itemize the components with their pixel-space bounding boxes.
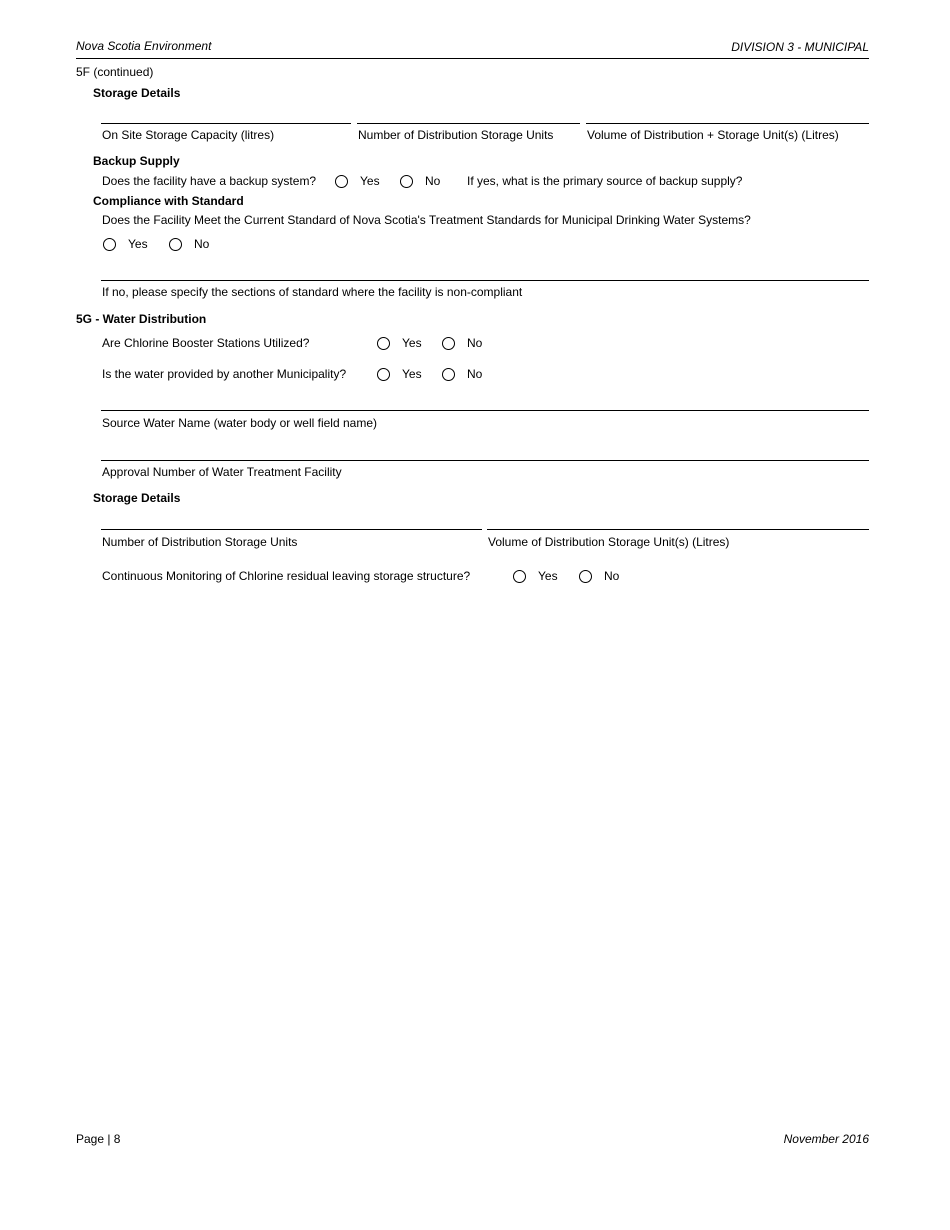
chlorine-booster-question: Are Chlorine Booster Stations Utilized? — [102, 336, 310, 350]
chlorine-booster-no-label: No — [467, 336, 483, 350]
chlorine-monitoring-no-radio[interactable] — [579, 570, 592, 583]
approval-number-label: Approval Number of Water Treatment Facility — [102, 465, 342, 479]
field-rule — [101, 280, 869, 281]
volume-distribution-storage-label: Volume of Distribution + Storage Unit(s) (Litres) — [587, 128, 839, 142]
header-org: Nova Scotia Environment — [76, 39, 212, 53]
other-municipality-no-label: No — [467, 367, 483, 381]
header-division: DIVISION 3 - MUNICIPAL — [731, 40, 869, 54]
compliance-no-label: No — [194, 237, 210, 251]
chlorine-monitoring-yes-label: Yes — [538, 569, 558, 583]
chlorine-monitoring-question: Continuous Monitoring of Chlorine residual leaving storage structure? — [102, 569, 471, 583]
volume-distribution-storage-5g-field[interactable] — [487, 507, 869, 529]
chlorine-monitoring-yes-radio[interactable] — [513, 570, 526, 583]
backup-source-question: If yes, what is the primary source of backup supply? — [467, 174, 743, 188]
backup-no-radio[interactable] — [400, 175, 413, 188]
header-rule — [76, 58, 869, 59]
backup-no-label: No — [425, 174, 441, 188]
field-rule — [101, 123, 351, 124]
compliance-yes-label: Yes — [128, 237, 148, 251]
backup-system-question: Does the facility have a backup system? — [102, 174, 317, 188]
field-rule — [101, 460, 869, 461]
backup-supply-heading: Backup Supply — [93, 154, 180, 168]
on-site-storage-capacity-label: On Site Storage Capacity (litres) — [102, 128, 275, 142]
chlorine-monitoring-no-label: No — [604, 569, 620, 583]
compliance-yes-radio[interactable] — [103, 238, 116, 251]
backup-yes-label: Yes — [360, 174, 380, 188]
field-rule — [357, 123, 580, 124]
other-municipality-no-radio[interactable] — [442, 368, 455, 381]
source-water-name-field[interactable] — [101, 388, 869, 410]
field-rule — [487, 529, 869, 530]
compliance-question: Does the Facility Meet the Current Standard of Nova Scotia's Treatment Standards for Municipal Drinking Water Systems? — [102, 213, 751, 227]
volume-distribution-storage-5g-label: Volume of Distribution Storage Unit(s) (Litres) — [488, 535, 730, 549]
compliance-heading: Compliance with Standard — [93, 194, 244, 208]
approval-number-field[interactable] — [101, 438, 869, 460]
distribution-storage-units-field[interactable] — [357, 101, 580, 123]
source-water-name-label: Source Water Name (water body or well field name) — [102, 416, 377, 430]
non-compliance-label: If no, please specify the sections of standard where the facility is non-compliant — [102, 285, 523, 299]
other-municipality-yes-label: Yes — [402, 367, 422, 381]
on-site-storage-capacity-field[interactable] — [101, 101, 351, 123]
distribution-storage-units-5g-label: Number of Distribution Storage Units — [102, 535, 298, 549]
section-5g-heading: 5G - Water Distribution — [76, 312, 207, 326]
distribution-storage-units-5g-field[interactable] — [101, 507, 482, 529]
page-number: Page | 8 — [76, 1132, 121, 1146]
chlorine-booster-yes-radio[interactable] — [377, 337, 390, 350]
chlorine-booster-no-radio[interactable] — [442, 337, 455, 350]
distribution-storage-units-label: Number of Distribution Storage Units — [358, 128, 554, 142]
field-rule — [101, 410, 869, 411]
backup-yes-radio[interactable] — [335, 175, 348, 188]
other-municipality-yes-radio[interactable] — [377, 368, 390, 381]
non-compliance-sections-field[interactable] — [101, 258, 869, 280]
storage-details-heading-5g: Storage Details — [93, 491, 181, 505]
other-municipality-question: Is the water provided by another Municipality? — [102, 367, 347, 381]
storage-details-heading: Storage Details — [93, 86, 181, 100]
footer-date: November 2016 — [783, 1132, 869, 1146]
field-rule — [586, 123, 869, 124]
volume-distribution-storage-field[interactable] — [586, 101, 869, 123]
field-rule — [101, 529, 482, 530]
compliance-no-radio[interactable] — [169, 238, 182, 251]
chlorine-booster-yes-label: Yes — [402, 336, 422, 350]
section-5f-continued: 5F (continued) — [76, 65, 154, 79]
